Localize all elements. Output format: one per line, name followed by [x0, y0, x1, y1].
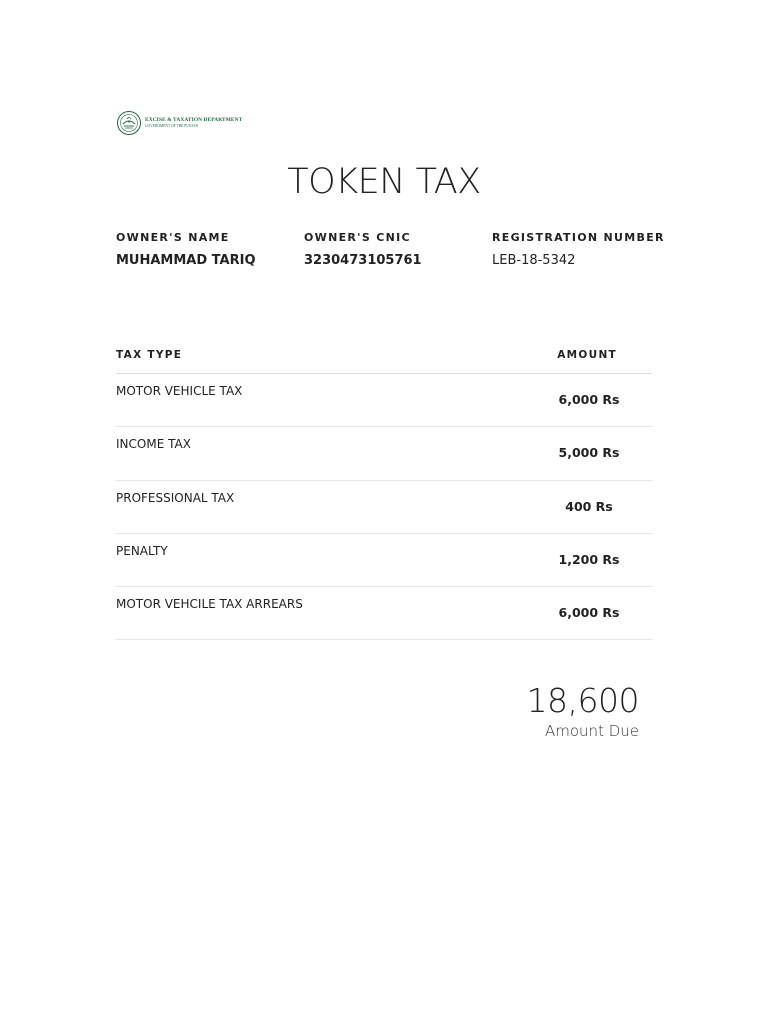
department-logo [116, 110, 242, 136]
amount-cell: 6,000 Rs [558, 392, 620, 407]
amount-cell: 1,200 Rs [558, 551, 620, 567]
registration-number-field [492, 231, 665, 268]
amount-due-label: Amount Due [545, 722, 639, 740]
owner-name-value: MUHAMMAD TARIQ [116, 253, 256, 268]
punjab-seal-icon [116, 110, 142, 136]
amount-due-summary [526, 681, 639, 740]
tax-type-cell: MOTOR VEHICLE TAX [116, 384, 243, 398]
table-row [116, 374, 652, 427]
amount-due-value: 18,600 [526, 681, 639, 720]
tax-table-header [116, 348, 652, 374]
logo-government-name: GOVERNMENT OF THE PUNJAB [145, 123, 198, 128]
tax-type-cell: PENALTY [116, 543, 168, 558]
tax-type-cell: INCOME TAX [116, 437, 191, 452]
owner-cnic-label: OWNER'S CNIC [304, 231, 411, 244]
registration-number-label: REGISTRATION NUMBER [492, 231, 665, 244]
table-row [116, 534, 652, 587]
owner-name-field [116, 231, 256, 268]
table-row [116, 481, 652, 534]
table-row [116, 587, 652, 640]
tax-type-cell: PROFESSIONAL TAX [116, 490, 235, 505]
table-row [116, 427, 652, 480]
registration-number-value: LEB-18-5342 [492, 253, 576, 268]
logo-department-name: EXCISE & TAXATION DEPARTMENT [145, 116, 243, 123]
tax-table [116, 348, 652, 640]
owner-cnic-field [304, 231, 422, 268]
page-title: TOKEN TAX [287, 162, 481, 202]
tax-type-header: TAX TYPE [116, 349, 183, 361]
amount-cell: 6,000 Rs [558, 605, 620, 621]
owner-name-label: OWNER'S NAME [116, 231, 230, 244]
amount-cell: 400 Rs [565, 498, 613, 514]
amount-header: AMOUNT [557, 349, 617, 361]
amount-cell: 5,000 Rs [558, 445, 620, 461]
owner-cnic-value: 3230473105761 [304, 253, 422, 268]
tax-type-cell: MOTOR VEHCILE TAX ARREARS [116, 597, 303, 612]
